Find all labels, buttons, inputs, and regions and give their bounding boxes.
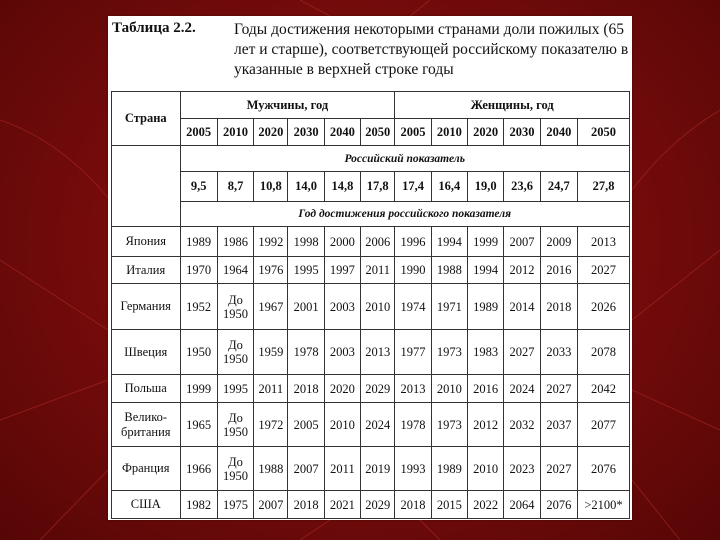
year-value: 1996 bbox=[395, 227, 431, 257]
year-value: 1952 bbox=[180, 284, 217, 330]
section-row-year-reached bbox=[112, 202, 630, 227]
year-value: 2024 bbox=[361, 403, 395, 447]
year-value: 2011 bbox=[254, 375, 288, 403]
header-row-groups bbox=[112, 92, 630, 119]
year-value: 1995 bbox=[288, 257, 324, 284]
year-value: 2013 bbox=[578, 227, 630, 257]
year-value: 1988 bbox=[431, 257, 467, 284]
russian-value: 14,8 bbox=[324, 172, 360, 202]
year-value: 2011 bbox=[324, 447, 360, 491]
year-value: 1959 bbox=[254, 330, 288, 375]
year-value: 2007 bbox=[254, 491, 288, 519]
year-value: 2014 bbox=[504, 284, 540, 330]
year-header: 2040 bbox=[540, 119, 577, 146]
year-value: 2064 bbox=[504, 491, 540, 519]
year-value: 2078 bbox=[578, 330, 630, 375]
section-title-year-reached: Год достижения российского показателя bbox=[180, 202, 630, 227]
year-value: 1974 bbox=[395, 284, 431, 330]
year-value: 2076 bbox=[540, 491, 577, 519]
year-value: 2033 bbox=[540, 330, 577, 375]
year-header: 2020 bbox=[254, 119, 288, 146]
year-value: 2010 bbox=[361, 284, 395, 330]
year-value: 2006 bbox=[361, 227, 395, 257]
year-value: 1977 bbox=[395, 330, 431, 375]
russian-value: 16,4 bbox=[431, 172, 467, 202]
country-name: Германия bbox=[112, 284, 181, 330]
year-value: 2003 bbox=[324, 330, 360, 375]
year-value: 2032 bbox=[504, 403, 540, 447]
year-value: 2029 bbox=[361, 491, 395, 519]
year-value: 1993 bbox=[395, 447, 431, 491]
country-name: США bbox=[112, 491, 181, 519]
country-name: Япония bbox=[112, 227, 181, 257]
year-value: 2007 bbox=[504, 227, 540, 257]
year-value: 2023 bbox=[504, 447, 540, 491]
year-value: 1972 bbox=[254, 403, 288, 447]
year-header: 2050 bbox=[578, 119, 630, 146]
year-value: 1971 bbox=[431, 284, 467, 330]
year-value: 1966 bbox=[180, 447, 217, 491]
year-value: 2013 bbox=[395, 375, 431, 403]
year-value: 1950 bbox=[180, 330, 217, 375]
russian-value: 17,8 bbox=[361, 172, 395, 202]
year-value: До 1950 bbox=[217, 447, 253, 491]
year-value: 2018 bbox=[288, 491, 324, 519]
year-value: До 1950 bbox=[217, 403, 253, 447]
year-value: 1970 bbox=[180, 257, 217, 284]
year-value: 2018 bbox=[288, 375, 324, 403]
year-value: 2026 bbox=[578, 284, 630, 330]
year-header: 2030 bbox=[288, 119, 324, 146]
year-value: 1994 bbox=[431, 227, 467, 257]
russian-value: 14,0 bbox=[288, 172, 324, 202]
table-slide bbox=[108, 16, 632, 520]
year-value: 2018 bbox=[540, 284, 577, 330]
country-name: Велико-британия bbox=[112, 403, 181, 447]
country-rows bbox=[112, 227, 630, 519]
russian-value: 24,7 bbox=[540, 172, 577, 202]
year-value: 2042 bbox=[578, 375, 630, 403]
year-value: 1997 bbox=[324, 257, 360, 284]
year-value: 2010 bbox=[431, 375, 467, 403]
year-value: 2027 bbox=[504, 330, 540, 375]
year-value: 2027 bbox=[540, 447, 577, 491]
year-value: 1994 bbox=[468, 257, 504, 284]
country-name: Польша bbox=[112, 375, 181, 403]
year-value: 1973 bbox=[431, 330, 467, 375]
table-row bbox=[112, 330, 630, 375]
year-value: 1978 bbox=[395, 403, 431, 447]
year-value: 1988 bbox=[254, 447, 288, 491]
year-value: 1976 bbox=[254, 257, 288, 284]
table-row bbox=[112, 284, 630, 330]
year-header: 2020 bbox=[468, 119, 504, 146]
russian-value: 17,4 bbox=[395, 172, 431, 202]
table-row bbox=[112, 403, 630, 447]
year-header: 2005 bbox=[395, 119, 431, 146]
year-value: 1998 bbox=[288, 227, 324, 257]
year-value: 2037 bbox=[540, 403, 577, 447]
year-value: 1986 bbox=[217, 227, 253, 257]
table-row bbox=[112, 447, 630, 491]
section-title-russian-indicator: Российский показатель bbox=[180, 146, 630, 172]
year-value: 2018 bbox=[395, 491, 431, 519]
year-header: 2040 bbox=[324, 119, 360, 146]
year-value: 2019 bbox=[361, 447, 395, 491]
table-row bbox=[112, 375, 630, 403]
year-value: 2022 bbox=[468, 491, 504, 519]
year-value: 1989 bbox=[468, 284, 504, 330]
year-value: 2003 bbox=[324, 284, 360, 330]
year-value: 2016 bbox=[468, 375, 504, 403]
year-value: 2076 bbox=[578, 447, 630, 491]
year-value: 2010 bbox=[324, 403, 360, 447]
year-value: 2027 bbox=[578, 257, 630, 284]
year-value: 1975 bbox=[217, 491, 253, 519]
year-header: 2010 bbox=[431, 119, 467, 146]
year-header: 2010 bbox=[217, 119, 253, 146]
year-value: 2012 bbox=[468, 403, 504, 447]
country-name: Италия bbox=[112, 257, 181, 284]
year-header: 2005 bbox=[180, 119, 217, 146]
table-row bbox=[112, 257, 630, 284]
year-value: 2027 bbox=[540, 375, 577, 403]
year-value: 1992 bbox=[254, 227, 288, 257]
russian-values-row bbox=[112, 172, 630, 202]
year-value: 1965 bbox=[180, 403, 217, 447]
year-value: 2005 bbox=[288, 403, 324, 447]
year-header: 2030 bbox=[504, 119, 540, 146]
year-value: 1999 bbox=[468, 227, 504, 257]
year-value: 2010 bbox=[468, 447, 504, 491]
year-value: 2020 bbox=[324, 375, 360, 403]
russian-value: 19,0 bbox=[468, 172, 504, 202]
year-value: 2024 bbox=[504, 375, 540, 403]
year-value: 2007 bbox=[288, 447, 324, 491]
section-row-russian bbox=[112, 146, 630, 172]
table-caption-label: Таблица 2.2. bbox=[112, 20, 196, 36]
year-value: 1999 bbox=[180, 375, 217, 403]
table-row bbox=[112, 227, 630, 257]
year-value: 2001 bbox=[288, 284, 324, 330]
year-value: 2012 bbox=[504, 257, 540, 284]
year-value: 2015 bbox=[431, 491, 467, 519]
year-value: 2009 bbox=[540, 227, 577, 257]
country-header: Страна bbox=[112, 92, 181, 146]
year-value: 1989 bbox=[431, 447, 467, 491]
year-value: 2013 bbox=[361, 330, 395, 375]
year-value: 2029 bbox=[361, 375, 395, 403]
year-value: 1983 bbox=[468, 330, 504, 375]
russian-value: 27,8 bbox=[578, 172, 630, 202]
country-name: Швеция bbox=[112, 330, 181, 375]
country-name: Франция bbox=[112, 447, 181, 491]
year-value: 2011 bbox=[361, 257, 395, 284]
year-value: 1995 bbox=[217, 375, 253, 403]
year-value: 1990 bbox=[395, 257, 431, 284]
year-value: >2100* bbox=[578, 491, 630, 519]
year-value: До 1950 bbox=[217, 330, 253, 375]
year-value: До 1950 bbox=[217, 284, 253, 330]
russian-value: 9,5 bbox=[180, 172, 217, 202]
russian-value: 23,6 bbox=[504, 172, 540, 202]
year-value: 1973 bbox=[431, 403, 467, 447]
year-value: 1967 bbox=[254, 284, 288, 330]
year-header: 2050 bbox=[361, 119, 395, 146]
table-row bbox=[112, 491, 630, 519]
year-value: 1978 bbox=[288, 330, 324, 375]
men-header: Мужчины, год bbox=[180, 92, 395, 119]
year-value: 1964 bbox=[217, 257, 253, 284]
women-header: Женщины, год bbox=[395, 92, 630, 119]
data-table bbox=[111, 91, 630, 519]
table-caption-text: Годы достижения некоторыми странами доли пожилых (65 лет и старше), соответствующей российскому показателю в указанные в верхней строке годы bbox=[234, 21, 629, 78]
year-value: 2021 bbox=[324, 491, 360, 519]
year-value: 1989 bbox=[180, 227, 217, 257]
russian-value: 10,8 bbox=[254, 172, 288, 202]
russian-value: 8,7 bbox=[217, 172, 253, 202]
year-value: 1982 bbox=[180, 491, 217, 519]
year-value: 2016 bbox=[540, 257, 577, 284]
year-value: 2077 bbox=[578, 403, 630, 447]
year-value: 2000 bbox=[324, 227, 360, 257]
header-row-years bbox=[112, 119, 630, 146]
